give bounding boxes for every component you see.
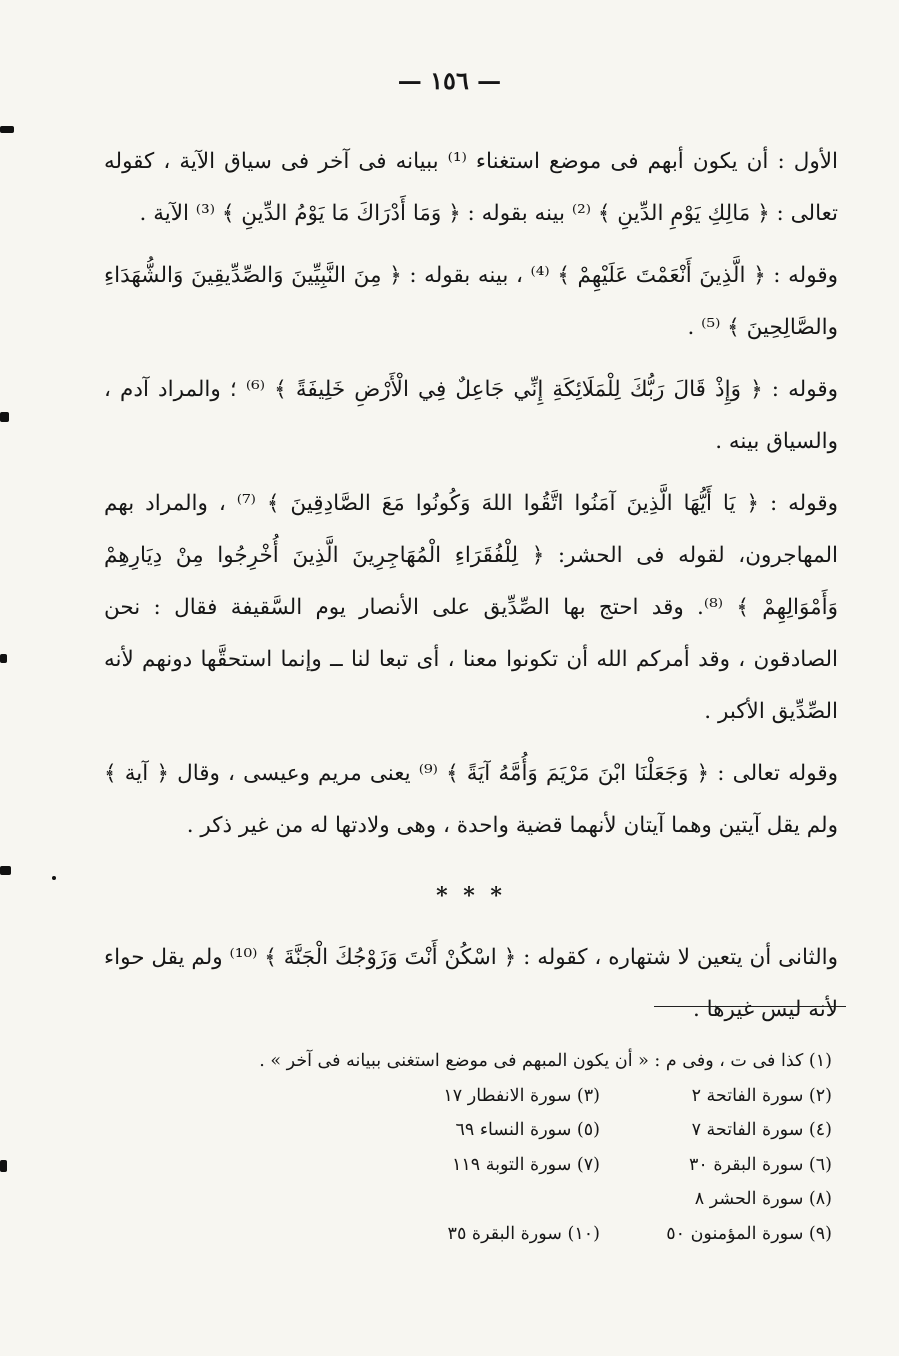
footnote-5: (٥) سورة النساء ٦٩	[455, 1120, 600, 1140]
footnote-4: (٤) سورة الفاتحة ٧	[691, 1120, 832, 1140]
footnote-empty	[340, 1182, 600, 1217]
scan-edge-mark	[0, 654, 7, 663]
scan-edge-mark	[0, 866, 11, 875]
footnote-7: (٧) سورة التوبة ١١٩	[451, 1154, 600, 1175]
footnote-2: (٢) سورة الفاتحة ٢	[691, 1085, 832, 1106]
page-number: — ١٥٦ —	[397, 66, 502, 95]
footnotes	[240, 1044, 832, 1251]
footnote-3: (٣) سورة الانفطار ١٧	[443, 1085, 600, 1106]
footnote-row	[240, 1079, 832, 1114]
paragraph-fourth: وقوله : ﴿ يَا أَيُّهَا الَّذِينَ آمَنُوا اتَّقُوا اللهَ وَكُونُوا مَعَ الصَّادِقِينَ ﴾ ⁽⁷⁾ ، والمراد بهم المهاجرون، لقوله فى الحشر: ﴿ لِلْفُقَرَاءِ الْمُهَاجِرِينَ الَّذِينَ أُخْرِجُوا مِنْ دِيَارِهِمْ وَأَمْوَالِهِمْ ﴾ ⁽⁸⁾. وقد احتج بها الصِّدِّيق على الأنصار يوم السَّقيفة فقال : نحن الصادقون ، وقد أمركم الله أن تكونوا معنا ، أى تبعا لنا ــ وإنما استحقَّها دونهم لأنه الصِّدِّيق الأكبر .	[104, 491, 839, 724]
paragraph-third: وقوله : ﴿ وَإِذْ قَالَ رَبُّكَ لِلْمَلَائِكَةِ إِنِّي جَاعِلٌ فِي الْأَرْضِ خَلِيفَةً ﴾ ⁽⁶⁾ ؛ والمراد آدم ، والسياق بينه .	[104, 377, 838, 454]
footnote-10: (١٠) سورة البقرة ٣٥	[447, 1223, 600, 1244]
main-text	[104, 136, 838, 1036]
scan-edge-mark	[0, 1160, 7, 1172]
paragraph-fifth: وقوله تعالى : ﴿ وَجَعَلْنَا ابْنَ مَرْيَمَ وَأُمَّهُ آيَةً ﴾ ⁽⁹⁾ يعنى مريم وعيسى ، وقال ﴿ آية ﴾ ولم يقل آيتين وهما آيتان لأنهما قضية واحدة ، وهى ولادتها له من غير ذكر .	[104, 761, 838, 838]
footnote-row	[240, 1113, 832, 1148]
section-separator: * * *	[436, 883, 506, 909]
paragraph-second: وقوله : ﴿ الَّذِينَ أَنْعَمْتَ عَلَيْهِمْ ﴾ ⁽⁴⁾ ، بينه بقوله : ﴿ مِنَ النَّبِيِّينَ وَالصِّدِّيقِينَ وَالشُّهَدَاءِ والصَّالِحِينَ ﴾ ⁽⁵⁾ .	[104, 263, 838, 340]
footnote-row	[240, 1217, 832, 1252]
scan-edge-mark	[0, 412, 9, 422]
footnote-row	[240, 1182, 832, 1217]
scan-edge-mark	[52, 876, 56, 880]
footnote-8: (٨) سورة الحشر ٨	[694, 1189, 832, 1209]
scan-edge-mark	[0, 126, 14, 133]
paragraph-second-type: والثانى أن يتعين لا شتهاره ، كقوله : ﴿ اسْكُنْ أَنْتَ وَزَوْجُكَ الْجَنَّةَ ﴾ ⁽¹⁰⁾ ولم يقل حواء لأنه ليس غيرها .	[104, 945, 838, 1022]
paragraph-first: الأول : أن يكون أبهم فى موضع استغناء ⁽¹⁾ ببيانه فى آخر فى سياق الآية ، كقوله تعالى : ﴿ مَالِكِ يَوْمِ الدِّينِ ﴾ ⁽²⁾ بينه بقوله : ﴿ وَمَا أَدْرَاكَ مَا يَوْمُ الدِّينِ ﴾ ⁽³⁾ الآية .	[104, 149, 838, 226]
footnote-9: (٩) سورة المؤمنون ٥٠	[666, 1223, 832, 1244]
footnote-1: (١) كذا فى ت ، وفى م : « أن يكون المبهم فى موضع استغنى ببيانه فى آخر » .	[259, 1051, 832, 1071]
footnote-rule	[654, 1006, 846, 1007]
footnote-row	[240, 1148, 832, 1183]
footnote-6: (٦) سورة البقرة ٣٠	[688, 1154, 832, 1175]
